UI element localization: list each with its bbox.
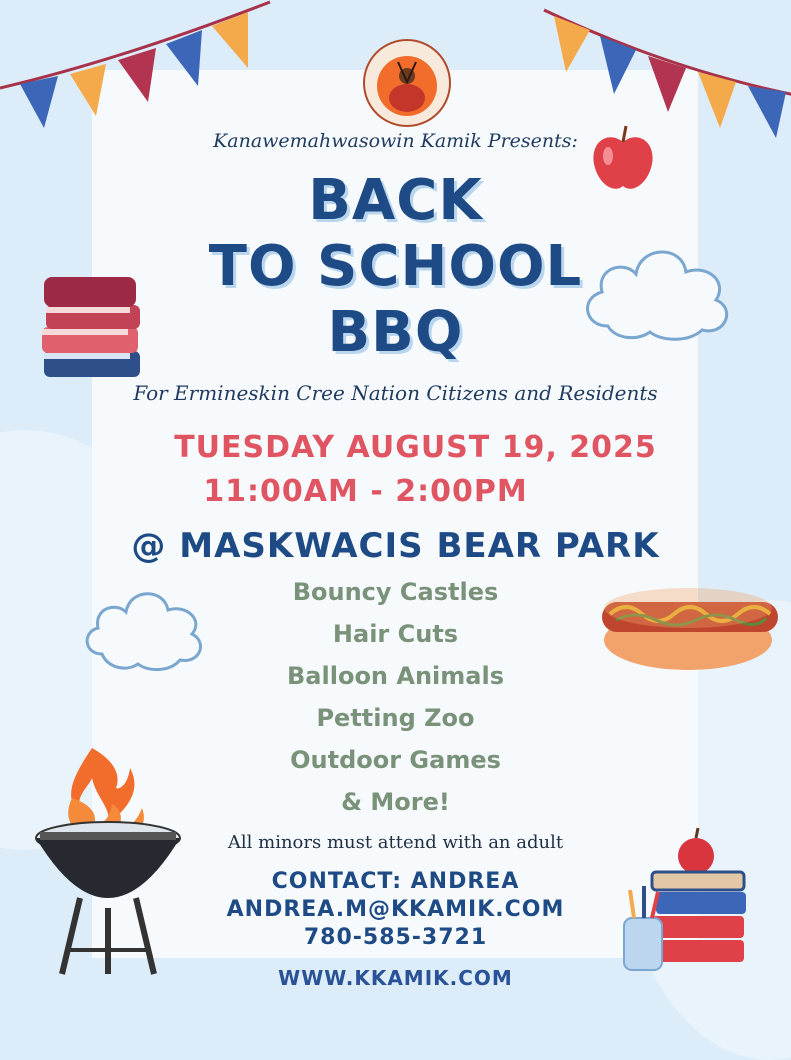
- activity-item: & More!: [341, 788, 450, 816]
- event-location: @ MASKWACIS BEAR PARK: [131, 526, 660, 566]
- activity-item: Bouncy Castles: [292, 578, 499, 606]
- contact-name: CONTACT: ANDREA: [271, 869, 520, 894]
- activity-item: Petting Zoo: [316, 704, 475, 732]
- activity-item: Hair Cuts: [332, 620, 459, 648]
- title-line-1: BACK: [308, 168, 483, 233]
- minors-note: All minors must attend with an adult: [227, 832, 564, 853]
- contact-email[interactable]: ANDREA.M@KKAMIK.COM: [226, 897, 565, 922]
- subtitle-text: For Ermineskin Cree Nation Citizens and Residents: [133, 381, 658, 405]
- event-date: TUESDAY AUGUST 19, 2025: [174, 430, 657, 465]
- contact-phone[interactable]: 780-585-3721: [303, 925, 488, 950]
- logo-icon: [362, 38, 452, 128]
- title-line-2: TO SCHOOL: [208, 234, 583, 299]
- presenter-text: Kanawemahwasowin Kamik Presents:: [213, 130, 578, 152]
- bunting-right-icon: [540, 0, 791, 150]
- activity-item: Outdoor Games: [290, 746, 501, 774]
- title-line-3: BBQ: [327, 300, 464, 365]
- bunting-left-icon: [0, 0, 280, 140]
- event-time: 11:00AM - 2:00PM: [203, 474, 528, 509]
- website-link[interactable]: WWW.KKAMIK.COM: [278, 966, 513, 990]
- activity-item: Balloon Animals: [287, 662, 504, 690]
